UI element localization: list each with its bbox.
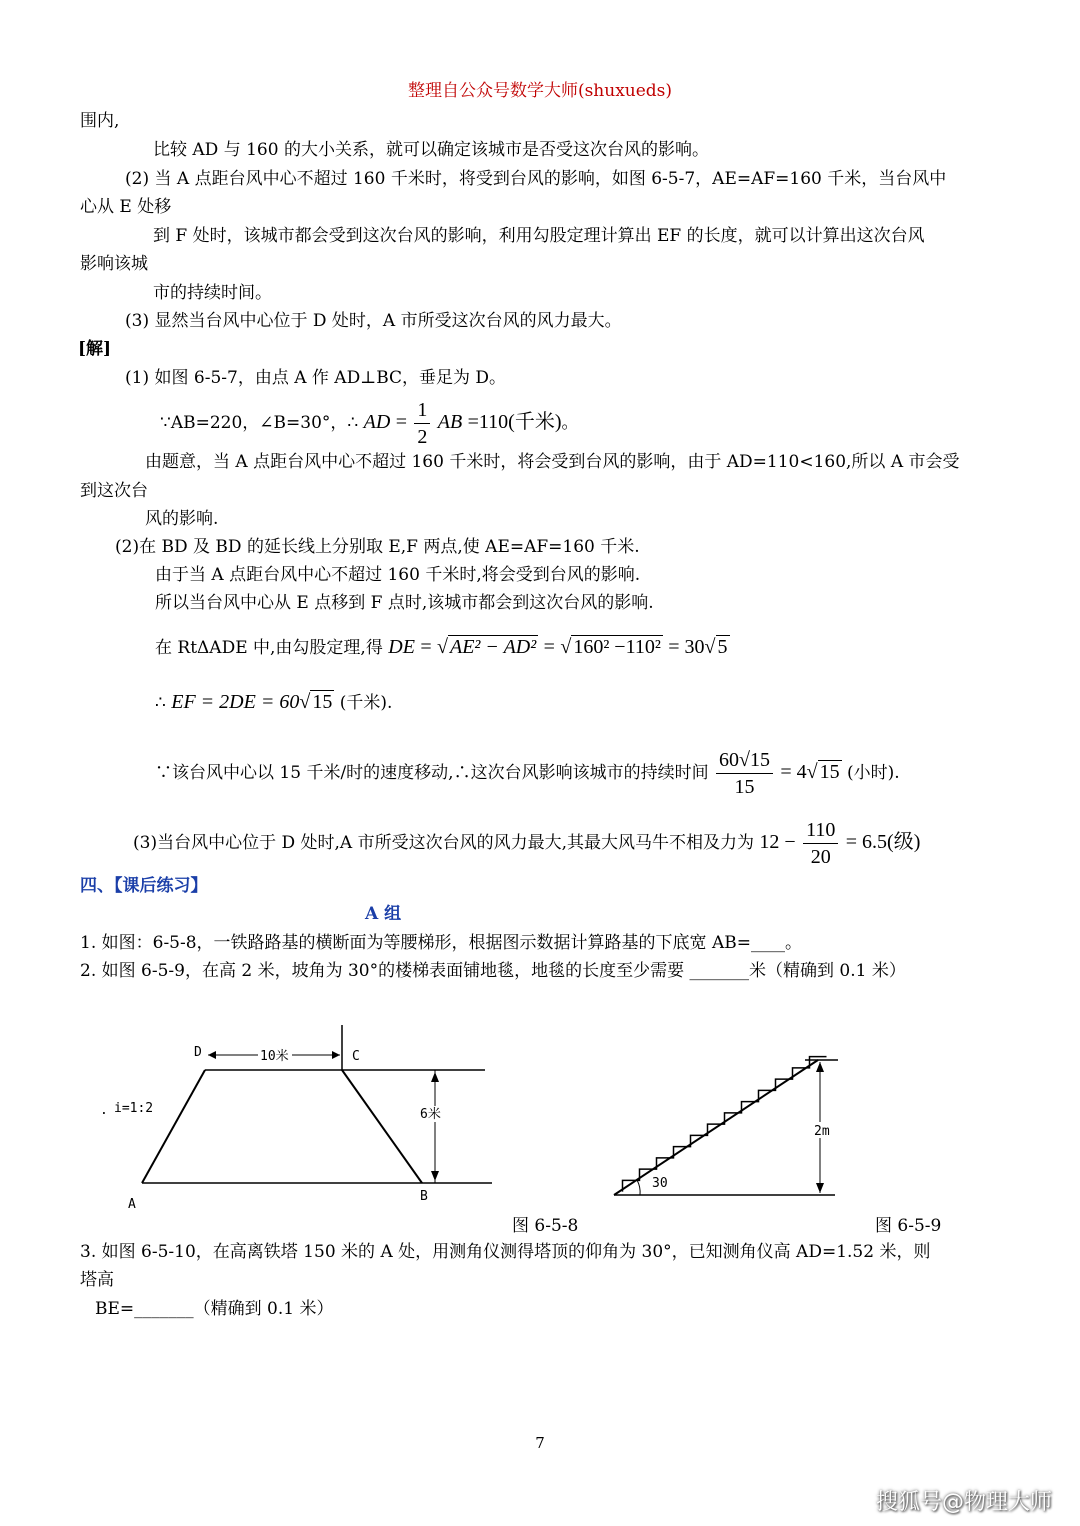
height-label: 2m <box>814 1124 830 1139</box>
sqrt-sign: √ 15 <box>299 691 333 713</box>
sqrt-sign: √ AE² − AD² <box>437 636 537 658</box>
question-3: 3. 如图 6-5-10，在高离铁塔 150 米的 A 处，用测角仪测得塔顶的仰角为 30°，已知测角仪高 AD=1.52 米，则 <box>80 1242 931 1262</box>
formula-wind <box>133 812 920 872</box>
vertex-c: C <box>352 1049 360 1064</box>
question-1: 1. 如图：6-5-8，一铁路路基的横断面为等腰梯形，根据图示数据计算路基的下底宽 AB=____。 <box>80 933 802 953</box>
slope-line <box>614 1060 818 1195</box>
question-3-cont: 塔高 <box>80 1270 114 1290</box>
stair-steps <box>623 1057 827 1192</box>
math-eq: = <box>543 636 555 658</box>
formula-prefix: ∵该台风中心以 15 千米/时的速度移动,∴这次台风影响该城市的持续时间 <box>155 763 709 783</box>
sqrt-content: 160² −110² <box>573 636 661 658</box>
formula-ad <box>160 396 579 448</box>
fraction-numerator: 60√15 <box>716 747 773 774</box>
top-width-label: 10米 <box>260 1049 289 1064</box>
section-title: 四、【课后练习】 <box>80 876 208 896</box>
text-line: 到 F 处时，该城市都会受到这次台风的影响，利用勾股定理计算出 EF 的长度，就可以计算出这次台风 <box>153 226 925 246</box>
formula-prefix: (3)当台风中心位于 D 处时,A 市所受这次台风的风力最大,其最大风马牛不相及力为 <box>133 833 755 853</box>
text-line: 比较 AD 与 160 的大小关系，就可以确定该城市是否受这次台风的影响。 <box>153 140 709 160</box>
text-line: 所以当台风中心从 E 点移到 F 点时,该城市都会到这次台风的影响. <box>155 593 654 613</box>
vertex-d: D <box>194 1045 202 1060</box>
math-eq: = <box>395 411 407 433</box>
height-label: 6米 <box>420 1107 441 1122</box>
fraction-denominator: 2 <box>417 426 428 448</box>
text-line: (2)在 BD 及 BD 的延长线上分别取 E,F 两点,使 AE=AF=160 千米. <box>115 537 640 557</box>
unit: (千米). <box>339 693 393 713</box>
formula-duration <box>155 742 900 802</box>
sqrt-content: 15 <box>312 691 333 713</box>
formula-prefix: ∵AB=220，∠B=30°，∴ <box>160 413 359 433</box>
math-ef: EF = 2DE = 60 <box>171 691 300 713</box>
page-header: 整理自公众号数学大师(shuxueds) <box>407 81 673 101</box>
text-line: 心从 E 处移 <box>80 197 172 217</box>
formula-prefix: ∴ <box>155 693 166 713</box>
fraction-wind <box>803 817 838 870</box>
math-result: = 6.5(级) <box>845 831 921 853</box>
formula-de <box>155 633 730 662</box>
fraction-numerator: 110 <box>803 817 838 844</box>
formula-prefix: 在 RtΔADE 中,由勾股定理,得 <box>155 638 383 658</box>
question-3-answer: BE=_______（精确到 0.1 米） <box>95 1299 334 1319</box>
fraction-denominator: 15 <box>734 776 755 798</box>
math-result: = 4 <box>780 761 807 783</box>
sqrt-sign: √ 15 <box>806 761 840 783</box>
text-line: 由题意，当 A 点距台风中心不超过 160 千米时，将会受到台风的影响，由于 AD=110<160,所以 A 市会受 <box>145 452 960 472</box>
group-title: A 组 <box>365 904 402 924</box>
fraction-duration <box>716 747 773 800</box>
solution-tag: [解] <box>78 339 112 359</box>
arrow-up <box>431 1072 439 1082</box>
text-line: (3) 显然当台风中心位于 D 处时，A 市所受这次台风的风力最大。 <box>125 311 622 331</box>
caption-658: 图 6-5-8 <box>512 1216 579 1236</box>
sqrt-content: AE² − AD² <box>450 636 537 658</box>
text-line: 由于当 A 点距台风中心不超过 160 千米时,将会受到台风的影响. <box>155 565 641 585</box>
text-line: 市的持续时间。 <box>153 283 272 303</box>
caption-659: 图 6-5-9 <box>875 1216 942 1236</box>
sqrt-content: 5 <box>717 636 728 658</box>
unit: (小时). <box>847 763 900 783</box>
vertex-b: B <box>420 1189 428 1204</box>
math-result: = 30 <box>668 636 705 658</box>
math-eq: = <box>420 636 432 658</box>
sqrt-content: 15 <box>819 761 840 783</box>
text-line: 风的影响. <box>145 509 219 529</box>
figure-trapezoid <box>90 1020 510 1220</box>
text-line: 影响该城 <box>80 254 148 274</box>
slope-label: i=1:2 <box>114 1101 154 1116</box>
sqrt-sign: √ 5 <box>704 636 728 658</box>
arrow-left <box>208 1051 216 1059</box>
fraction-half <box>414 397 430 450</box>
angle-label: 30 <box>652 1176 668 1191</box>
arrow-down <box>431 1171 439 1181</box>
question-2: 2. 如图 6-5-9，在高 2 米，坡角为 30°的楼梯表面铺地毯，地毯的长度至少需要 _______米（精确到 0.1 米） <box>80 961 906 981</box>
text-line: 到这次台 <box>80 481 148 501</box>
fraction-numerator: 1 <box>414 397 430 424</box>
math-ad: AD <box>363 411 391 433</box>
formula-ef <box>155 688 392 717</box>
sqrt-sign: √ 160² −110² <box>560 636 661 658</box>
text-line: 围内, <box>80 111 120 131</box>
arrow-right <box>332 1051 340 1059</box>
text-line: (2) 当 A 点距台风中心不超过 160 千米时，将受到台风的影响，如图 6-5-7，AE=AF=160 千米，当台风中 <box>125 169 947 189</box>
arrow-up <box>816 1062 824 1072</box>
math-de: DE <box>388 636 415 658</box>
math-ab: AB <box>437 411 463 433</box>
math-result: =110(千米) <box>467 411 562 433</box>
svg-text:.: . <box>100 1103 108 1118</box>
watermark: 搜狐号@物理大师 <box>875 1490 1052 1515</box>
figure-stairs <box>600 1050 860 1205</box>
math-a: 12 − <box>759 831 796 853</box>
angle-arc <box>637 1180 640 1195</box>
formula-end: 。 <box>561 413 579 433</box>
right-side <box>342 1070 422 1183</box>
text-line: (1) 如图 6-5-7，由点 A 作 AD⊥BC，垂足为 D。 <box>125 368 507 388</box>
arrow-down <box>816 1183 824 1193</box>
page-number: 7 <box>535 1434 545 1452</box>
left-side <box>142 1070 205 1183</box>
vertex-a: A <box>128 1197 136 1212</box>
fraction-denominator: 20 <box>810 846 831 868</box>
